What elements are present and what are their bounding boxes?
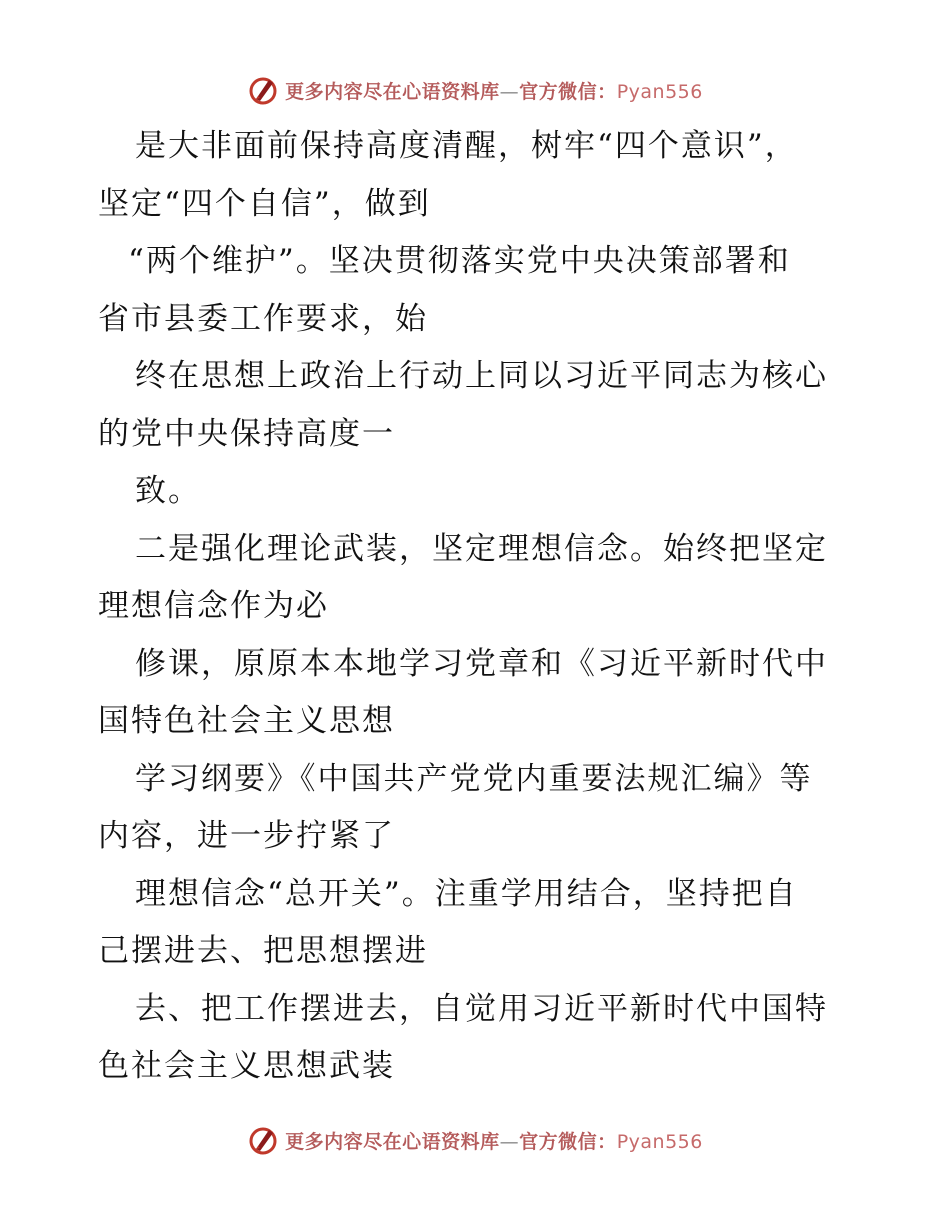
body-line-11: 国特色社会主义思想 <box>98 703 395 739</box>
footer-brand: 更多内容尽在心语资料库 <box>285 1130 500 1153</box>
header-banner <box>0 70 950 110</box>
footer-wechat-label: 官方微信： <box>519 1130 617 1153</box>
body-line-10: 修课，原原本本地学习党章和《习近平新时代中 <box>135 645 828 682</box>
body-line-2: 坚定“四个自信”，做到 <box>98 185 431 222</box>
footer-account: Pyan556 <box>616 1130 703 1153</box>
body-line-9: 理想信念作为必 <box>98 588 329 624</box>
body-line-15: 己摆进去、把思想摆进 <box>98 933 428 969</box>
quill-pen-logo-icon <box>247 1124 279 1156</box>
footer-separator: — <box>499 1130 520 1153</box>
footer-banner <box>0 1120 950 1160</box>
header-brand: 更多内容尽在心语资料库 <box>285 80 500 103</box>
body-line-7: 致。 <box>135 473 201 509</box>
header-banner-text <box>285 77 703 104</box>
body-line-4: 省市县委工作要求，始 <box>98 300 428 337</box>
header-wechat-label: 官方微信： <box>519 80 617 103</box>
body-line-1: 是大非面前保持高度清醒，树牢“四个意识”， <box>135 128 798 164</box>
document-body <box>98 118 858 1096</box>
body-line-13: 内容，进一步拧紧了 <box>98 818 395 854</box>
body-line-16: 去、把工作摆进去，自觉用习近平新时代中国特 <box>135 990 828 1027</box>
body-line-17: 色社会主义思想武装 <box>98 1048 395 1084</box>
body-line-14: 理想信念“总开关”。注重学用结合，坚持把自 <box>135 875 798 912</box>
body-line-12: 学习纲要》《中国共产党党内重要法规汇编》等 <box>135 760 813 797</box>
body-line-5: 终在思想上政治上行动上同以习近平同志为核心 <box>135 358 828 394</box>
body-line-8: 二是强化理论武装，坚定理想信念。始终把坚定 <box>135 530 828 567</box>
quill-pen-logo-icon <box>247 74 279 106</box>
header-account: Pyan556 <box>616 80 703 103</box>
body-line-3: “两个维护”。坚决贯彻落实党中央决策部署和 <box>128 243 791 279</box>
body-line-6: 的党中央保持高度一 <box>98 415 395 452</box>
header-separator: — <box>499 80 520 103</box>
footer-banner-text <box>285 1127 703 1154</box>
